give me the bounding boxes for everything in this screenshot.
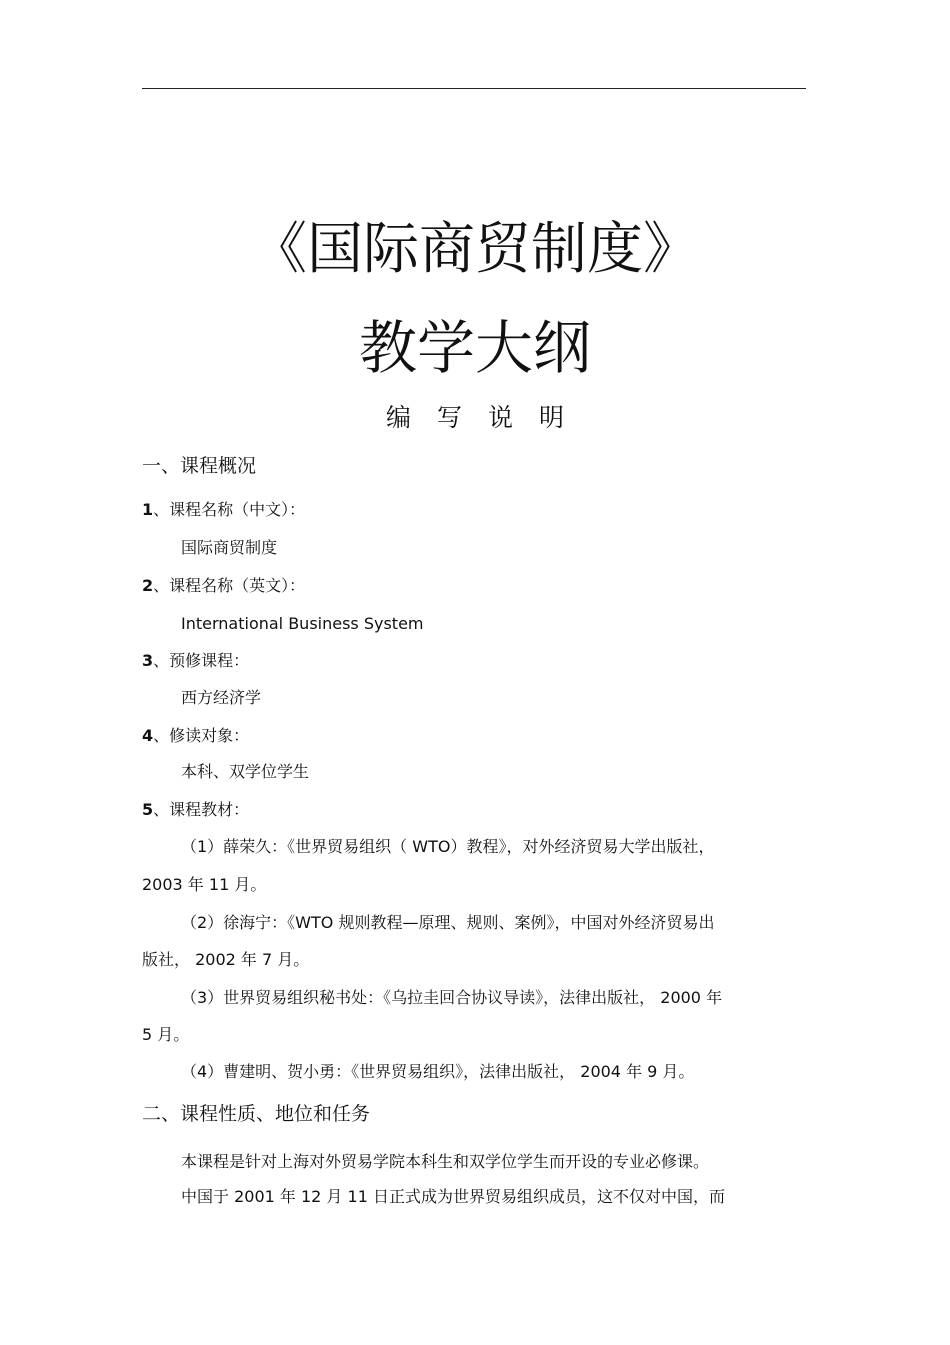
item-text: 、课程名称（英文）：	[153, 576, 306, 595]
textbook-3-line1: （3）世界贸易组织秘书处：《乌拉圭回合协议导读》，法律出版社， 2000 年	[181, 988, 723, 1007]
textbook-1-line1: （1）薛荣久：《世界贸易组织（ WTO）教程》，对外经济贸易大学出版社，	[181, 837, 715, 856]
item-value-3: 西方经济学	[181, 688, 262, 707]
paragraph-line-2: 中国于 2001 年 12 月 11 日正式成为世界贸易组织成员，这不仅对中国，而	[181, 1187, 725, 1206]
item-number: 2	[142, 576, 154, 595]
section-heading-overview: 一、课程概况	[142, 455, 257, 477]
section-caption: 编写说明	[385, 403, 590, 432]
item-label-3	[142, 649, 249, 673]
item-label-2	[142, 574, 305, 598]
item-number: 3	[142, 651, 154, 670]
item-text: 、预修课程：	[153, 651, 250, 670]
item-value-2: International Business System	[181, 614, 424, 633]
item-number: 4	[142, 726, 154, 745]
textbook-4-line1: （4）曹建明、贺小勇：《世界贸易组织》，法律出版社， 2004 年 9 月。	[181, 1062, 695, 1081]
textbook-2-line2: 版社， 2002 年 7 月。	[142, 950, 310, 969]
textbook-3-line2: 5 月。	[142, 1025, 190, 1044]
item-label-4	[142, 724, 249, 748]
item-number: 1	[142, 500, 154, 519]
item-number: 5	[142, 800, 154, 819]
document-title: 《国际商贸制度》	[251, 217, 699, 282]
item-label-1	[142, 498, 305, 522]
textbook-2-line1: （2）徐海宁：《WTO 规则教程—原理、规则、案例》，中国对外经济贸易出	[181, 913, 715, 932]
item-value-1: 国际商贸制度	[181, 538, 278, 557]
item-label-5	[142, 798, 249, 822]
textbook-1-line2: 2003 年 11 月。	[142, 875, 267, 894]
item-text: 、课程教材：	[153, 800, 250, 819]
document-subtitle: 教学大纲	[358, 314, 591, 382]
item-text: 、课程名称（中文）：	[153, 500, 306, 519]
header-rule	[142, 88, 806, 89]
item-text: 、修读对象：	[153, 726, 250, 745]
item-value-4: 本科、双学位学生	[181, 762, 310, 781]
paragraph-line-1: 本课程是针对上海对外贸易学院本科生和双学位学生而开设的专业必修课。	[181, 1152, 710, 1171]
section-heading-nature: 二、课程性质、地位和任务	[142, 1103, 371, 1125]
